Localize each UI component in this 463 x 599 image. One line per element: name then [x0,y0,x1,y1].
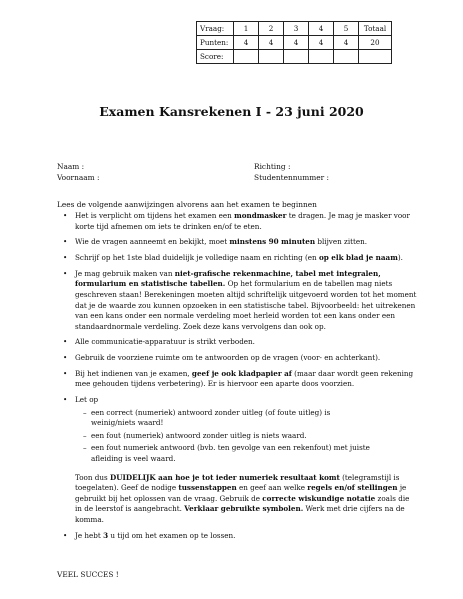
score-table-cell: 4 [234,36,259,50]
bullet-icon: • [63,253,68,263]
bullet-icon: • [63,530,68,540]
score-table-score-row [197,50,392,64]
score-table-cell [334,50,359,64]
score-table-cell: 4 [259,36,284,50]
bullet-icon: • [63,368,68,378]
score-table-cell: 5 [334,22,359,36]
rule-item: • Wie de vragen aanneemt en bekijkt, moet minstens 90 minuten blijven zitten. [63,237,368,247]
studentennummer-field: Studentennummer : [254,173,330,182]
naam-field: Naam : [57,162,85,171]
rule-item-letop [57,395,417,526]
bullet-icon: • [63,353,68,363]
score-table-cell: 4 [284,36,309,50]
dash-icon: – [83,407,87,417]
richting-field: Richting : [254,162,291,171]
score-table-cell: 4 [309,36,334,50]
score-table-cell: 1 [234,22,259,36]
voornaam-field: Voornaam : [57,173,100,182]
score-table-cell: Totaal [359,22,392,36]
bullet-icon: • [63,211,68,221]
score-table-cell: Score: [197,50,234,64]
letop-item: – een correct (numeriek) antwoord zonder uitleg (of foute uitleg) is weinig/niets waard! [83,407,331,428]
letop-item: – een fout numeriek antwoord (bvb. ten gevolge van een rekenfout) met juiste afleiding is veel waard. [83,443,370,464]
score-table-cell: 4 [309,22,334,36]
after-note: Toon dus DUIDELIJK aan hoe je tot ieder numeriek resultaat komt (telegramstijl is toegelaten). Geef de nodige tussenstappen en geef aan welke regels en/of stellingen je gebruikt bij het oplossen van de vraag. Gebruik de correcte wiskundige notatie zoals die in de leerstof is aangebracht. Verklaar gebruikte symbolen. Werk met drie cijfers na de komma. [75,472,410,524]
bullet-icon: • [63,268,68,278]
score-table-cell: 4 [334,36,359,50]
rule-item: • Bij het indienen van je examen, geef je ook kladpapier af (maar daar wordt geen rekening mee gehouden tijdens verbetering). Er is hiervoor een aparte doos voorzien. [63,368,414,389]
score-table-cell: 20 [359,36,392,50]
rule-item: • Je hebt 3 u tijd om het examen op te lossen. [63,530,236,540]
score-table-cell: Vraag: [197,22,234,36]
bullet-icon: • [63,237,68,247]
score-table [196,21,392,64]
bullet-icon: • [63,337,68,347]
rule-item: • Je mag gebruik maken van niet-grafische rekenmachine, tabel met integralen, formularium en statistische tabellen. Op het formularium en de tabellen mag niets geschreven staan! Berekeningen moeten altijd schriftelijk uitgevoerd worden tot het moment dat je de waarde zou kunnen opzoeken in een statistische tabel. Bijvoorbeeld: het uitrekenen van een kans onder een normale verdeling moet herleid worden tot een kans onder een standaardnormale verdeling. Zoek deze kans vervolgens dan ook op. [63,268,417,331]
exam-title: Examen Kansrekenen I - 23 juni 2020 [99,104,364,119]
dash-icon: – [83,443,87,453]
rule-item: • Schrijf op het 1ste blad duidelijk je volledige naam en richting (en op elk blad je naam). [63,253,403,263]
score-table-header-row [197,22,392,36]
letop-item: – een fout (numeriek) antwoord zonder uitleg is niets waard. [83,430,307,440]
closing-text: VEEL SUCCES ! [57,570,119,579]
score-table-cell [359,50,392,64]
intro-text: Lees de volgende aanwijzingen alvorens aan het examen te beginnen [57,200,317,209]
score-table-cell [259,50,284,64]
score-table-points-row [197,36,392,50]
rules-list [57,206,417,541]
score-table-cell [234,50,259,64]
letop-list [75,408,417,465]
score-table-cell: 3 [284,22,309,36]
score-table-cell: 2 [259,22,284,36]
score-table-cell [309,50,334,64]
score-table-cell: Punten: [197,36,234,50]
dash-icon: – [83,430,87,440]
bullet-icon: • [63,395,68,405]
letop-label: Let op [75,395,99,405]
rule-item: • Gebruik de voorziene ruimte om te antwoorden op de vragen (voor- en achterkant). [63,353,381,363]
score-table-cell [284,50,309,64]
rule-item: • Het is verplicht om tijdens het examen een mondmasker te dragen. Je mag je masker voor korte tijd afnemen om iets te drinken en/of te eten. [63,211,410,231]
rule-item: • Alle communicatie-apparatuur is strikt verboden. [63,337,255,347]
